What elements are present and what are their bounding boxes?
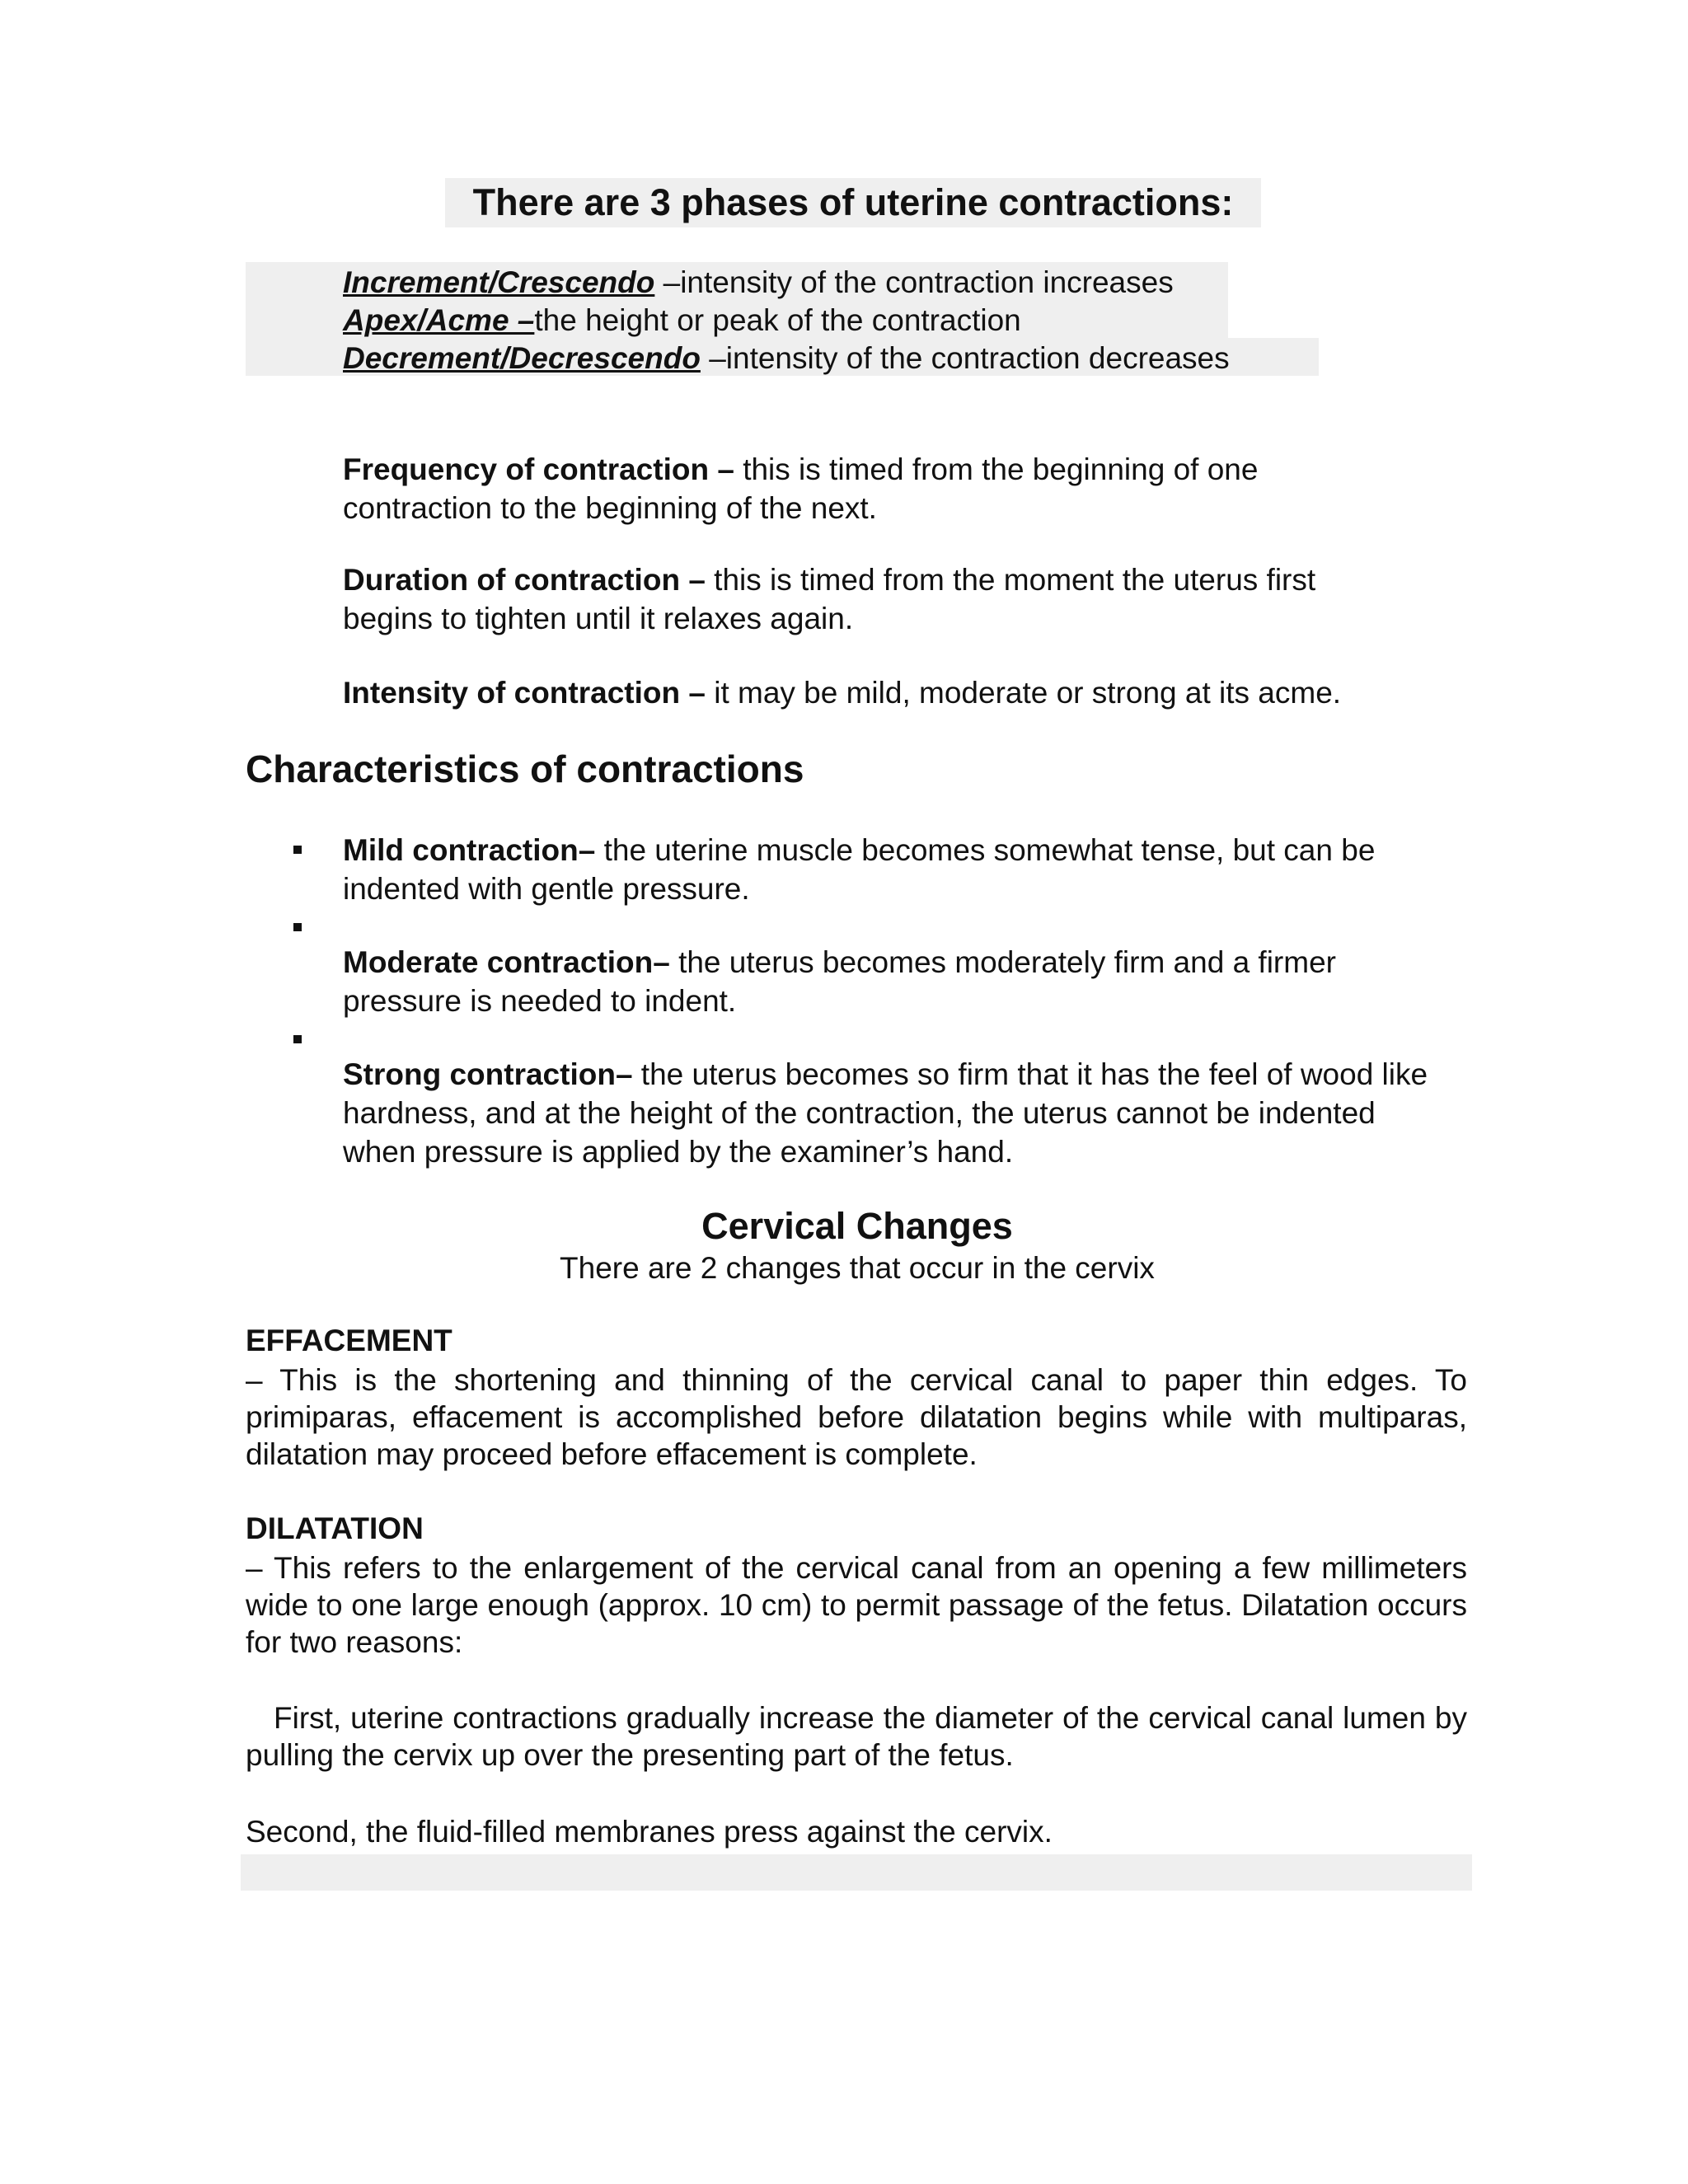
bullet-icon [293, 846, 302, 854]
bottom-highlight [241, 1854, 1472, 1891]
characteristics-heading: Characteristics of contractions [246, 748, 804, 790]
phase-desc: –intensity of the contraction decreases [700, 341, 1230, 375]
phase-item-apex [343, 303, 1021, 338]
effacement-text: – This is the shortening and thinning of the cervical canal to paper thin edges. To primiparas, effacement is accomplished before dilatation begins while with multiparas, dilatation may proceed before effacement is complete. [246, 1363, 1467, 1471]
duration-desc: this is timed from the moment the uterus first begins to tighten until it relaxes again. [343, 563, 1316, 635]
phase-desc: –intensity of the contraction increases [654, 265, 1174, 299]
dilatation-second-reason: Second, the fluid-filled membranes press against the cervix. [246, 1815, 1053, 1849]
frequency-desc: this is timed from the beginning of one contraction to the beginning of the next. [343, 452, 1259, 525]
mild-contraction-item [343, 831, 1456, 908]
phase-desc: the height or peak of the contraction [534, 303, 1021, 337]
cervical-changes-heading: Cervical Changes [701, 1205, 1013, 1247]
strong-contraction-item [343, 1055, 1456, 1171]
moderate-term: Moderate contraction– [343, 945, 670, 979]
dilatation-text: – This refers to the enlargement of the cervical canal from an opening a few millimeters wide to one large enough (approx. 10 cm) to permit passage of the fetus. Dilatation occurs for two reasons: [246, 1551, 1467, 1659]
mild-desc: the uterine muscle becomes somewhat tense, but can be indented with gentle pressure. [343, 833, 1376, 906]
bullet-icon [293, 1035, 302, 1043]
intensity-paragraph [343, 673, 1472, 712]
bullet-icon [293, 923, 302, 931]
cervical-changes-subtitle: There are 2 changes that occur in the cervix [560, 1251, 1155, 1285]
frequency-paragraph [343, 450, 1381, 527]
phase-term: Apex/Acme – [343, 303, 535, 337]
frequency-term: Frequency of contraction – [343, 452, 734, 486]
effacement-heading: EFFACEMENT [246, 1324, 452, 1357]
strong-term: Strong contraction– [343, 1057, 633, 1091]
phase-term: Increment/Crescendo [343, 265, 655, 299]
moderate-desc: the uterus becomes moderately firm and a firmer pressure is needed to indent. [343, 945, 1336, 1018]
dilatation-heading: DILATATION [246, 1511, 424, 1545]
phase-item-decrement [343, 341, 1230, 376]
page-title: There are 3 phases of uterine contractions: [472, 181, 1234, 223]
mild-term: Mild contraction– [343, 833, 596, 867]
dilatation-first-reason: First, uterine contractions gradually increase the diameter of the cervical canal lumen by pulling the cervix up over the presenting part of the fetus. [246, 1701, 1467, 1772]
moderate-contraction-item [343, 943, 1431, 1020]
duration-term: Duration of contraction – [343, 563, 706, 597]
intensity-desc: it may be mild, moderate or strong at its acme. [705, 676, 1342, 710]
intensity-term: Intensity of contraction – [343, 676, 706, 710]
title-highlight [445, 178, 1261, 227]
strong-desc: the uterus becomes so firm that it has the feel of wood like hardness, and at the height of the contraction, the uterus cannot be indented when pressure is applied by the examiner’s hand. [343, 1057, 1428, 1169]
phase-term: Decrement/Decrescendo [343, 341, 701, 375]
phase-item-increment [343, 265, 1174, 300]
duration-paragraph [343, 560, 1406, 638]
